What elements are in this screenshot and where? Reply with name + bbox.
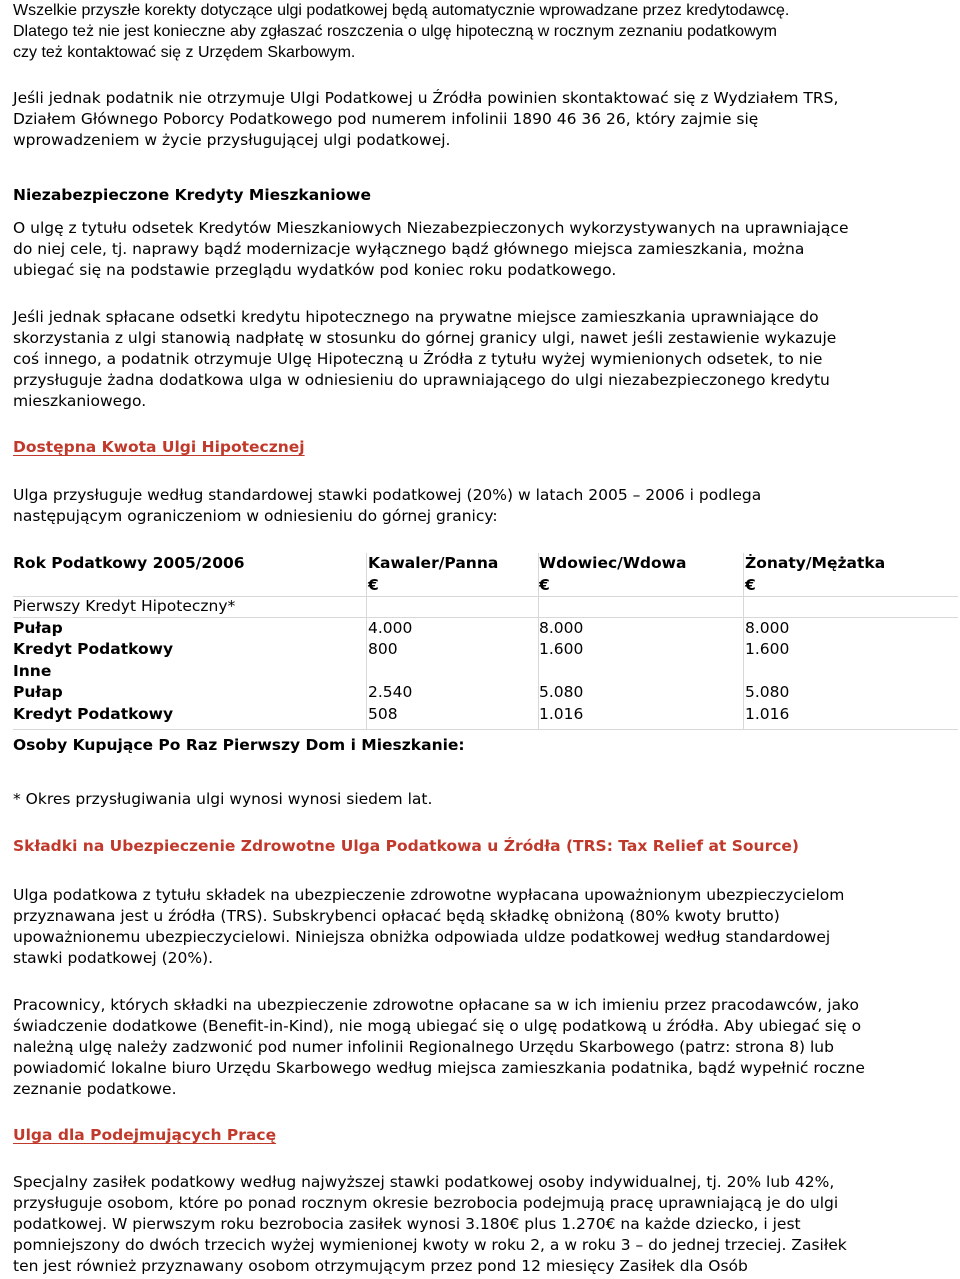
unsecured-p2-line: skorzystania z ulgi stanowią nadpłatę w stosunku do górnej granicy ulgi, nawet jeśli zestawienie wykazuje: [13, 329, 837, 347]
intro-line: Wszelkie przyszłe korekty dotyczące ulgi podatkowej będą automatycznie wprowadzane przez kredytodawcę.: [13, 2, 790, 19]
unsecured-heading-text: Niezabezpieczone Kredyty Mieszkaniowe: [13, 186, 371, 204]
table-header-cell: [368, 553, 539, 596]
table-row: [13, 639, 958, 661]
intro-paragraph: [13, 0, 958, 63]
table-row: [13, 596, 958, 618]
table-grid-line: [743, 553, 744, 729]
header-tax-year: Rok Podatkowy 2005/2006: [13, 554, 245, 572]
row-value: 5.080: [745, 683, 790, 701]
unsecured-p2-line: mieszkaniowego.: [13, 392, 147, 410]
intro-line: czy też kontaktować się z Urzędem Skarbowym.: [13, 44, 356, 61]
row-label: Kredyt Podatkowy: [13, 640, 174, 658]
health-p1-line: Ulga podatkowa z tytułu składek na ubezpieczenie zdrowotne wypłacana upoważnionym ubezpieczycielom: [13, 886, 845, 904]
amount-line: Ulga przysługuje według standardowej stawki podatkowej (20%) w latach 2005 – 2006 i podlega: [13, 486, 762, 504]
unsecured-p1-line: ubiegać się na podstawie przeglądu wydatków pod koniec roku podatkowego.: [13, 261, 617, 279]
unsecured-heading: [13, 185, 958, 206]
relief-table: [13, 553, 958, 757]
table-grid-line: [13, 596, 958, 597]
trs-line: Jeśli jednak podatnik nie otrzymuje Ulgi Podatkowej u Źródła powinien skontaktować się z Wydziałem TRS,: [13, 89, 839, 107]
table-row: [13, 682, 958, 704]
work-paragraph: [13, 1172, 958, 1277]
health-p2-line: Pracownicy, których składki na ubezpieczenie zdrowotne opłacane sa w ich imieniu przez pracodawców, jako: [13, 996, 859, 1014]
health-paragraph-1: [13, 885, 958, 969]
footnote: [13, 789, 958, 810]
row-value: 1.016: [539, 704, 584, 723]
amount-paragraph: [13, 485, 958, 527]
health-p1-line: stawki podatkowej (20%).: [13, 949, 214, 967]
trs-line: Działem Głównego Poborcy Podatkowego pod numerem infolinii 1890 46 36 26, który zajmie się: [13, 110, 759, 128]
health-p2-line: powiadomić lokalne biuro Urzędu Skarbowego według miejsca zamieszkania podatnika, bądź wypełnić roczne: [13, 1059, 865, 1077]
trs-line: wprowadzeniem w życie przysługującej ulgi podatkowej.: [13, 131, 451, 149]
table-header-row: [13, 553, 958, 596]
work-line: przysługuje osobom, które po ponad rocznym okresie bezrobocia podejmują pracę uprawniającą je do ulgi: [13, 1194, 839, 1212]
work-line: pomniejszony do dwóch trzecich wyżej wymienionej kwoty w roku 2, a w roku 3 – do jednej trzeciej. Zasiłek: [13, 1236, 847, 1254]
health-p2-line: zeznanie podatkowe.: [13, 1080, 177, 1098]
row-value: 1.600: [745, 640, 790, 658]
table-grid-line: [538, 553, 539, 729]
health-paragraph-2: [13, 995, 958, 1100]
unsecured-p2-line: przysługuje żadna dodatkowa ulga w odniesieniu do uprawniającego do ulgi niezabezpieczonego kredytu: [13, 371, 830, 389]
currency-symbol: €: [745, 575, 756, 594]
table-header-cell: [745, 553, 958, 596]
table-grid-line: [366, 553, 367, 729]
trs-paragraph: [13, 88, 958, 151]
row-value: 1.016: [745, 704, 790, 723]
footnote-text: * Okres przysługiwania ulgi wynosi wynosi siedem lat.: [13, 790, 433, 808]
table-header-cell: [539, 553, 745, 596]
work-line: podatkowej. W pierwszym roku bezrobocia zasiłek wynosi 3.180€ plus 1.270€ na każde dziecko, i jest: [13, 1215, 801, 1233]
row-label: Pierwszy Kredyt Hipoteczny*: [13, 597, 236, 615]
intro-line: Dlatego też nie jest konieczne aby zgłaszać roszczenia o ulgę hipoteczną w rocznym zeznaniu podatkowym: [13, 23, 777, 40]
row-value: 8.000: [539, 618, 584, 637]
currency-symbol: €: [368, 575, 379, 594]
row-label: Kredyt Podatkowy: [13, 704, 174, 723]
table-grid-line: [13, 729, 958, 730]
header-widowed: Wdowiec/Wdowa: [539, 554, 687, 572]
row-value: 8.000: [745, 618, 790, 637]
table-row: [13, 704, 958, 726]
row-label: Inne: [13, 661, 52, 680]
work-heading-text: Ulga dla Podejmujących Pracę: [13, 1126, 277, 1144]
row-value: 800: [368, 640, 398, 658]
work-heading: [13, 1125, 958, 1146]
amount-line: następującym ograniczeniom w odniesieniu do górnej granicy:: [13, 507, 498, 525]
amount-heading-text: Dostępna Kwota Ulgi Hipotecznej: [13, 438, 305, 456]
header-married: Żonaty/Mężatka: [745, 554, 886, 572]
unsecured-p2-line: Jeśli jednak spłacane odsetki kredytu hipotecznego na prywatne miejsce zamieszkania uprawniające do: [13, 308, 819, 326]
row-value: 508: [368, 704, 398, 723]
row-value: [368, 661, 539, 683]
row-value: 1.600: [539, 640, 584, 658]
row-value: [745, 661, 958, 683]
row-label: Pułap: [13, 683, 63, 701]
table-footer: Osoby Kupujące Po Raz Pierwszy Dom i Mieszkanie:: [13, 736, 465, 754]
unsecured-p1-line: O ulgę z tytułu odsetek Kredytów Mieszkaniowych Niezabezpieczonych wykorzystywanych na uprawniające: [13, 219, 849, 237]
health-p2-line: świadczenie dodatkowe (Benefit-in-Kind), nie mogą ubiegać się o ulgę podatkową u źródła. Aby ubiegać się o: [13, 1017, 862, 1035]
currency-symbol: €: [539, 575, 550, 594]
table-header-cell: [13, 553, 368, 596]
row-value: [539, 661, 745, 683]
work-line: Specjalny zasiłek podatkowy według najwyższej stawki podatkowej osoby indywidualnej, tj. 20% lub 42%,: [13, 1173, 835, 1191]
health-p1-line: upoważnionemu ubezpieczycielowi. Niniejsza obniżka odpowiada uldze podatkowej według standardowej: [13, 928, 831, 946]
amount-heading: [13, 437, 958, 458]
unsecured-p2-line: coś innego, a podatnik otrzymuje Ulgę Hipoteczną u Źródła z tytułu wyżej wymienionych odsetek, to nie: [13, 350, 823, 368]
table-row: [13, 661, 958, 683]
work-line: ten jest również przyznawany osobom otrzymującym przez pond 12 miesięcy Zasiłek dla Osób: [13, 1257, 748, 1275]
unsecured-paragraph-1: [13, 218, 958, 281]
health-heading-text: Składki na Ubezpieczenie Zdrowotne Ulga Podatkowa u Źródła (TRS: Tax Relief at Source): [13, 837, 799, 855]
row-value: 5.080: [539, 683, 584, 701]
row-value: [368, 596, 539, 618]
health-p2-line: należną ulgę należy zadzwonić pod numer infolinii Regionalnego Urzędu Skarbowego (patrz: strona 8) lub: [13, 1038, 834, 1056]
unsecured-p1-line: do niej cele, tj. naprawy bądź modernizacje wyłącznego bądź głównego miejsca zamieszkania, można: [13, 240, 805, 258]
row-value: 2.540: [368, 683, 413, 701]
row-value: [745, 596, 958, 618]
row-value: 4.000: [368, 618, 413, 637]
unsecured-paragraph-2: [13, 307, 958, 412]
header-single: Kawaler/Panna: [368, 554, 499, 572]
health-p1-line: przyznawana jest u źródła (TRS). Subskrybenci opłacać będą składkę obniżoną (80% kwoty brutto): [13, 907, 780, 925]
row-label: Pułap: [13, 618, 63, 637]
table-grid-line: [13, 617, 958, 618]
table-row: [13, 618, 958, 640]
health-heading: [13, 836, 958, 857]
row-value: [539, 596, 745, 618]
